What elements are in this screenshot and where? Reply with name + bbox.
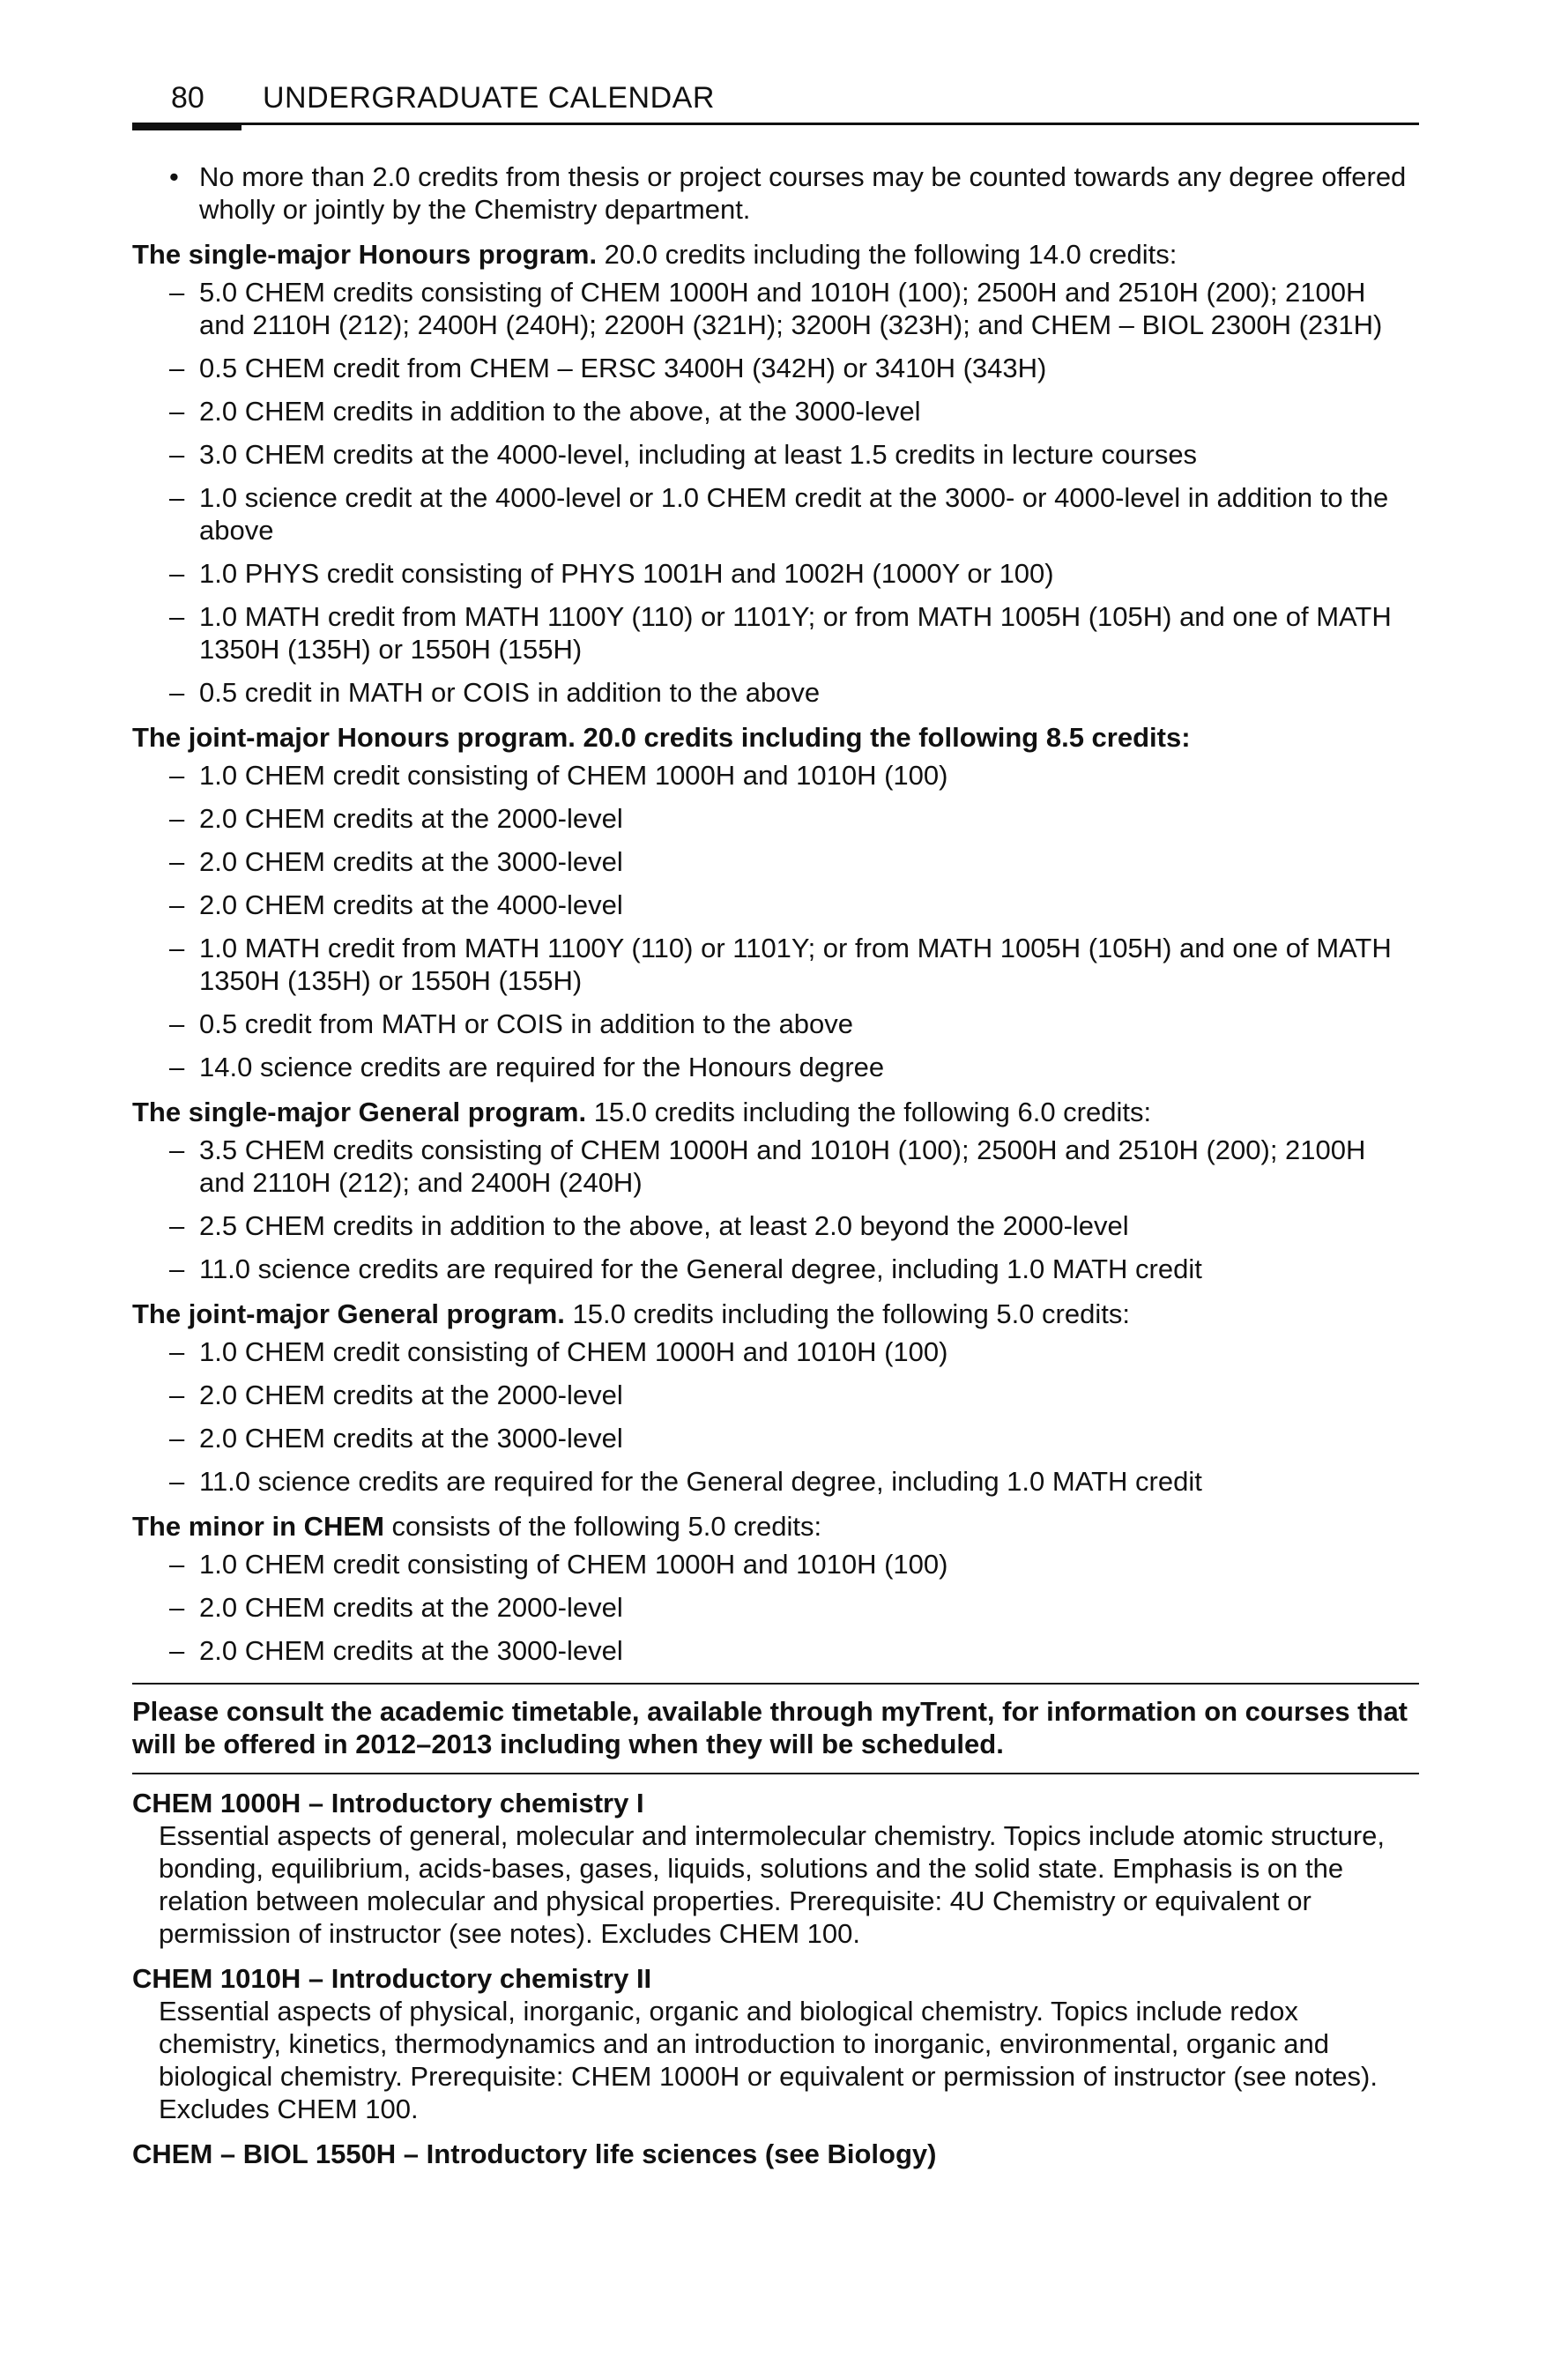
program-heading [132,238,1419,271]
requirement-text: 0.5 credit from MATH or COIS in addition to the above [199,1008,854,1039]
requirement-text: 1.0 science credit at the 4000-level or 1.0 CHEM credit at the 3000- or 4000-level in addition to the above [199,482,1389,546]
requirement-item [132,557,1419,590]
requirement-text: 2.0 CHEM credits at the 3000-level [199,1635,623,1666]
dash-icon: – [169,1423,185,1454]
requirement-text: 1.0 CHEM credit consisting of CHEM 1000H and 1010H (100) [199,1549,948,1580]
requirement-text: 1.0 CHEM credit consisting of CHEM 1000H and 1010H (100) [199,1336,948,1367]
dash-icon: – [169,803,185,834]
program-summary: consists of the following 5.0 credits: [383,1511,822,1542]
program-summary: 15.0 credits including the following 6.0 credits: [586,1097,1152,1127]
program-summary: 20.0 credits including the following 14.0 credits: [597,239,1178,270]
dash-icon: – [169,760,185,791]
program-title: The single-major Honours program. [132,239,598,270]
requirement-item [132,481,1419,547]
requirement-list [132,1134,1419,1285]
requirement-item [132,1379,1419,1411]
course-title: CHEM 1000H – Introductory chemistry I [132,1788,644,1818]
header-tab-bar [132,123,241,130]
program-title: The joint-major General program. [132,1298,565,1329]
requirement-text: 1.0 MATH credit from MATH 1100Y (110) or 1101Y; or from MATH 1005H (105H) and one of MATH 1350H (135H) or 1550H (155H) [199,601,1392,665]
program-title: The minor in CHEM [132,1511,384,1542]
intro-bullet [132,160,1419,226]
requirement-item [132,932,1419,997]
dash-icon: – [169,1592,185,1623]
course-description: Essential aspects of general, molecular and intermolecular chemistry. Topics include atomic structure, bonding, equilibrium, acids-bases, gases, liquids, solutions and the solid state. Emphasis is on the relation between molecular and physical properties. Prerequisite: 4U Chemistry or equivalent or permission of instructor (see notes). Excludes CHEM 100. [159,1820,1386,1949]
dash-icon: – [169,1134,185,1165]
requirement-text: 2.0 CHEM credits at the 3000-level [199,1423,623,1454]
dash-icon: – [169,1210,185,1241]
requirement-item [132,889,1419,921]
dash-icon: – [169,677,185,708]
requirement-item [132,1548,1419,1580]
header-rule [132,123,1419,125]
running-title: UNDERGRADUATE CALENDAR [263,81,715,115]
dash-icon: – [169,1008,185,1039]
requirement-item [132,352,1419,384]
program-list [132,238,1419,1667]
requirement-item [132,845,1419,878]
dash-icon: – [169,439,185,470]
requirement-text: 0.5 CHEM credit from CHEM – ERSC 3400H (342H) or 3410H (343H) [199,353,1047,383]
requirement-text: 1.0 PHYS credit consisting of PHYS 1001H and 1002H (1000Y or 100) [199,558,1054,589]
course-description: Essential aspects of physical, inorganic, organic and biological chemistry. Topics include redox chemistry, kinetics, thermodynamics and an introduction to inorganic, environmental, organic and biological chemistry. Prerequisite: CHEM 1000H or equivalent or permission of instructor (see notes). Excludes CHEM 100. [159,1996,1378,2124]
requirement-item [132,676,1419,709]
program-heading [132,721,1419,754]
bullet-icon: • [169,161,179,192]
dash-icon: – [169,1336,185,1367]
intro-bullet-text: No more than 2.0 credits from thesis or project courses may be counted towards any degree offered wholly or jointly by the Chemistry department. [199,161,1407,225]
dash-icon: – [169,1635,185,1666]
program-summary: 15.0 credits including the following 5.0 credits: [564,1298,1130,1329]
program-heading [132,1510,1419,1543]
requirement-item [132,1209,1419,1242]
requirement-text: 3.5 CHEM credits consisting of CHEM 1000H and 1010H (100); 2500H and 2510H (200); 2100H and 2110H (212); and 2400H (240H) [199,1134,1366,1198]
course-entry [132,1787,1419,1950]
dash-icon: – [169,889,185,920]
dash-icon: – [169,558,185,589]
requirement-text: 2.0 CHEM credits at the 3000-level [199,846,623,877]
dash-icon: – [169,1380,185,1410]
timetable-notice: Please consult the academic timetable, available through myTrent, for information on courses that will be offered in 2012–2013 including when they will be scheduled. [132,1683,1419,1774]
dash-icon: – [169,1253,185,1284]
program-title: The single-major General program. [132,1097,587,1127]
requirement-text: 2.0 CHEM credits at the 2000-level [199,803,623,834]
requirement-item [132,759,1419,792]
requirement-item [132,1465,1419,1498]
course-entry [132,1962,1419,2125]
dash-icon: – [169,277,185,308]
dash-icon: – [169,601,185,632]
requirement-item [132,395,1419,428]
requirement-item [132,1634,1419,1667]
dash-icon: – [169,933,185,963]
page-number: 80 [171,81,204,115]
requirement-item [132,1422,1419,1454]
page-header [132,81,1419,134]
requirement-item [132,276,1419,341]
page-content [132,160,1419,2170]
program-heading [132,1298,1419,1330]
requirement-item [132,1051,1419,1083]
course-title: CHEM 1010H – Introductory chemistry II [132,1963,652,1994]
requirement-text: 11.0 science credits are required for the General degree, including 1.0 MATH credit [199,1253,1202,1284]
dash-icon: – [169,1466,185,1497]
course-list [132,1787,1419,2125]
requirement-item [132,600,1419,666]
dash-icon: – [169,846,185,877]
requirement-text: 2.0 CHEM credits in addition to the above, at the 3000-level [199,396,921,427]
requirement-text: 1.0 MATH credit from MATH 1100Y (110) or 1101Y; or from MATH 1005H (105H) and one of MATH 1350H (135H) or 1550H (155H) [199,933,1392,996]
dash-icon: – [169,1052,185,1082]
requirement-item [132,1591,1419,1624]
program-title: The joint-major Honours program. 20.0 credits including the following 8.5 credits: [132,722,1191,753]
requirement-list [132,1335,1419,1498]
dash-icon: – [169,1549,185,1580]
requirement-text: 2.5 CHEM credits in addition to the above, at least 2.0 beyond the 2000-level [199,1210,1129,1241]
requirement-text: 0.5 credit in MATH or COIS in addition to the above [199,677,821,708]
requirement-item [132,1134,1419,1199]
requirement-text: 1.0 CHEM credit consisting of CHEM 1000H and 1010H (100) [199,760,948,791]
requirement-item [132,1008,1419,1040]
requirement-text: 14.0 science credits are required for the Honours degree [199,1052,885,1082]
requirement-item [132,1253,1419,1285]
requirement-item [132,438,1419,471]
dash-icon: – [169,482,185,513]
requirement-text: 3.0 CHEM credits at the 4000-level, including at least 1.5 credits in lecture courses [199,439,1198,470]
requirement-item [132,1335,1419,1368]
dash-icon: – [169,353,185,383]
requirement-text: 2.0 CHEM credits at the 2000-level [199,1380,623,1410]
requirement-text: 2.0 CHEM credits at the 2000-level [199,1592,623,1623]
dash-icon: – [169,396,185,427]
requirement-list [132,759,1419,1083]
requirement-text: 2.0 CHEM credits at the 4000-level [199,889,623,920]
requirement-list [132,1548,1419,1667]
course-reference: CHEM – BIOL 1550H – Introductory life sciences (see Biology) [132,2138,937,2169]
requirement-list [132,276,1419,709]
requirement-item [132,802,1419,835]
requirement-text: 5.0 CHEM credits consisting of CHEM 1000H and 1010H (100); 2500H and 2510H (200); 2100H and 2110H (212); 2400H (240H); 2200H (321H); 3200H (323H); and CHEM – BIOL 2300H (231H) [199,277,1383,340]
requirement-text: 11.0 science credits are required for the General degree, including 1.0 MATH credit [199,1466,1202,1497]
program-heading [132,1096,1419,1128]
